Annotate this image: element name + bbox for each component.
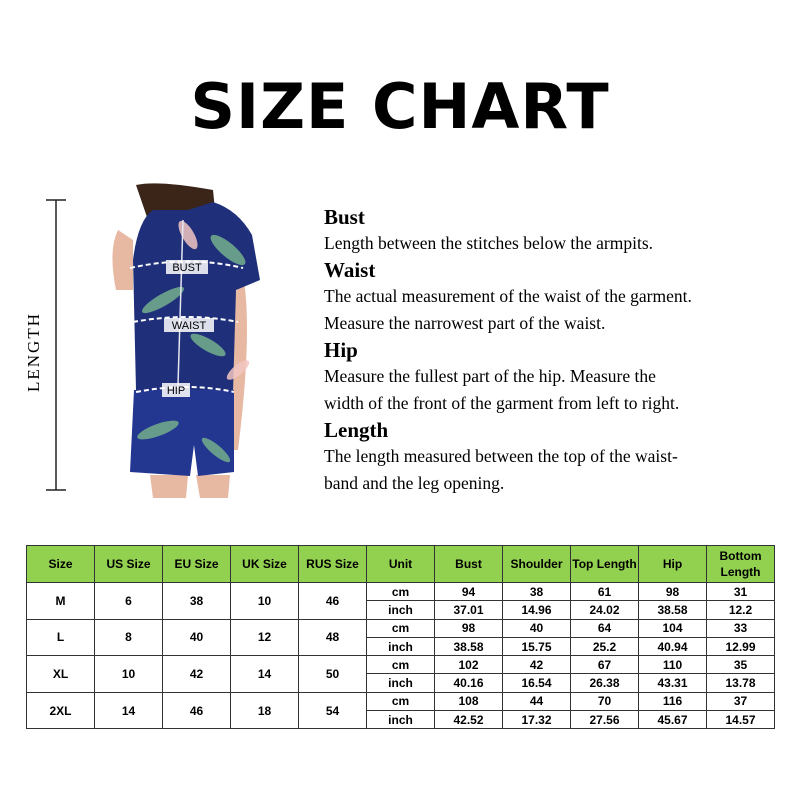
definition-heading: Waist [324, 258, 376, 282]
size-table [26, 545, 775, 729]
eu-size-cell: 38 [163, 583, 231, 620]
definition-heading: Bust [324, 205, 365, 229]
bottom-length-cell: 12.2 [707, 601, 775, 619]
size-cell: L [27, 619, 95, 656]
definition-text: Measure the fullest part of the hip. Measure the [324, 366, 656, 386]
size-cell: M [27, 583, 95, 620]
top-length-cell: 67 [571, 656, 639, 674]
definition-text: The length measured between the top of the waist- [324, 446, 678, 466]
definition-heading: Hip [324, 338, 358, 362]
shoulder-cell: 17.32 [503, 711, 571, 729]
header-bottom-length: Bottom Length [707, 546, 775, 583]
measurement-definitions [324, 204, 784, 497]
shoulder-cell: 44 [503, 692, 571, 710]
hip-cell: 45.67 [639, 711, 707, 729]
definition-text: The actual measurement of the waist of the garment. [324, 286, 692, 306]
definition-text: Measure the narrowest part of the waist. [324, 313, 606, 333]
definition-heading: Length [324, 418, 389, 442]
header-rus-size: RUS Size [299, 546, 367, 583]
eu-size-cell: 46 [163, 692, 231, 729]
us-size-cell: 14 [95, 692, 163, 729]
eu-size-cell: 40 [163, 619, 231, 656]
header-shoulder: Shoulder [503, 546, 571, 583]
hip-cell: 116 [639, 692, 707, 710]
uk-size-cell: 14 [231, 656, 299, 693]
header-bust: Bust [435, 546, 503, 583]
hip-cell: 38.58 [639, 601, 707, 619]
hip-cell: 98 [639, 583, 707, 601]
length-bracket [46, 200, 66, 490]
hip-cell: 104 [639, 619, 707, 637]
unit-cell: inch [367, 601, 435, 619]
header-size: Size [27, 546, 95, 583]
bottom-length-cell: 14.57 [707, 711, 775, 729]
bottom-length-cell: 35 [707, 656, 775, 674]
bust-cell: 94 [435, 583, 503, 601]
table-header-row [27, 546, 775, 583]
shoulder-cell: 42 [503, 656, 571, 674]
table-row [27, 692, 775, 710]
uk-size-cell: 10 [231, 583, 299, 620]
svg-text:BUST: BUST [172, 262, 202, 274]
rus-size-cell: 50 [299, 656, 367, 693]
definition-hip [324, 337, 784, 417]
header-hip: Hip [639, 546, 707, 583]
unit-cell: cm [367, 692, 435, 710]
svg-text:WAIST: WAIST [171, 320, 207, 332]
rus-size-cell: 54 [299, 692, 367, 729]
top-length-cell: 70 [571, 692, 639, 710]
top-length-cell: 26.38 [571, 674, 639, 692]
header-us-size: US Size [95, 546, 163, 583]
size-cell: XL [27, 656, 95, 693]
bottom-length-cell: 13.78 [707, 674, 775, 692]
bottom-length-cell: 31 [707, 583, 775, 601]
svg-text:HIP: HIP [166, 385, 186, 397]
us-size-cell: 10 [95, 656, 163, 693]
definition-text: width of the front of the garment from left to right. [324, 393, 680, 413]
definition-bust [324, 204, 784, 257]
unit-cell: cm [367, 619, 435, 637]
definition-length [324, 417, 784, 497]
bust-cell: 102 [435, 656, 503, 674]
top-length-cell: 61 [571, 583, 639, 601]
definition-waist [324, 257, 784, 337]
header-eu-size: EU Size [163, 546, 231, 583]
hip-cell: 40.94 [639, 637, 707, 655]
us-size-cell: 6 [95, 583, 163, 620]
bust-cell: 98 [435, 619, 503, 637]
length-axis-label: LENGTH [24, 312, 43, 392]
hip-cell: 43.31 [639, 674, 707, 692]
shoulder-cell: 16.54 [503, 674, 571, 692]
table-row [27, 619, 775, 637]
bust-cell: 42.52 [435, 711, 503, 729]
bust-cell: 38.58 [435, 637, 503, 655]
bottom-length-cell: 12.99 [707, 637, 775, 655]
unit-cell: cm [367, 656, 435, 674]
bottom-length-cell: 33 [707, 619, 775, 637]
table-row [27, 656, 775, 674]
unit-cell: inch [367, 711, 435, 729]
unit-cell: cm [367, 583, 435, 601]
table-row [27, 583, 775, 601]
shoulder-cell: 40 [503, 619, 571, 637]
top-length-cell: 24.02 [571, 601, 639, 619]
model-figure-illustration [38, 180, 278, 500]
header-top-length: Top Length [571, 546, 639, 583]
hip-cell: 110 [639, 656, 707, 674]
unit-cell: inch [367, 637, 435, 655]
bust-cell: 37.01 [435, 601, 503, 619]
shoulder-cell: 15.75 [503, 637, 571, 655]
page-title: SIZE CHART [190, 70, 610, 143]
size-cell: 2XL [27, 692, 95, 729]
top-length-cell: 25.2 [571, 637, 639, 655]
definition-text: band and the leg opening. [324, 473, 505, 493]
uk-size-cell: 18 [231, 692, 299, 729]
bust-cell: 108 [435, 692, 503, 710]
shoulder-cell: 14.96 [503, 601, 571, 619]
us-size-cell: 8 [95, 619, 163, 656]
definition-text: Length between the stitches below the armpits. [324, 233, 654, 253]
eu-size-cell: 42 [163, 656, 231, 693]
rus-size-cell: 48 [299, 619, 367, 656]
bust-cell: 40.16 [435, 674, 503, 692]
unit-cell: inch [367, 674, 435, 692]
header-uk-size: UK Size [231, 546, 299, 583]
shoulder-cell: 38 [503, 583, 571, 601]
rus-size-cell: 46 [299, 583, 367, 620]
top-length-cell: 27.56 [571, 711, 639, 729]
uk-size-cell: 12 [231, 619, 299, 656]
top-length-cell: 64 [571, 619, 639, 637]
bottom-length-cell: 37 [707, 692, 775, 710]
header-unit: Unit [367, 546, 435, 583]
